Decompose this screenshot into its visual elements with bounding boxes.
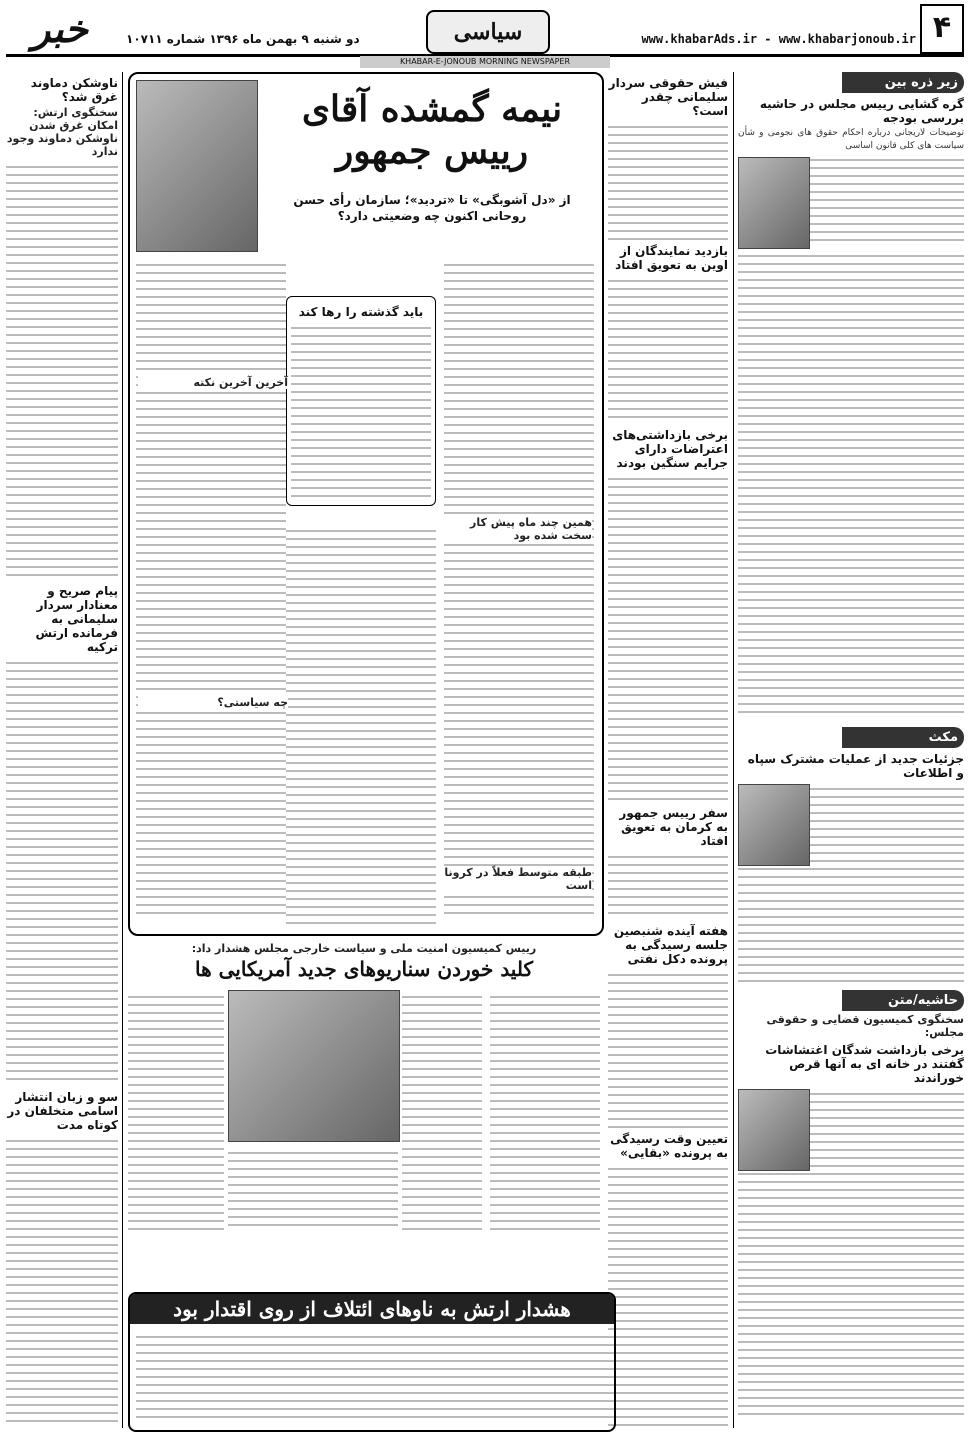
column-divider <box>733 72 734 1428</box>
main-subhead-c: آخرین آخرین نکته <box>138 376 288 389</box>
text-block <box>6 160 118 580</box>
text-block <box>608 274 728 424</box>
rouhani-photo <box>136 80 258 252</box>
headline-violators: سو و زبان انتشار اسامی متخلفان در کوتاه مدت <box>7 1090 118 1132</box>
page-number: ۴ <box>920 4 964 54</box>
headline-detainees: برخی بازداشتی‌های اعتراضات دارای جرایم سنگین بودند <box>612 428 728 470</box>
box3-kicker: سخنگوی کمیسیون قضایی و حقوقی مجلس: <box>766 1013 964 1039</box>
main-text-col-2 <box>286 524 436 924</box>
minister-photo <box>738 784 810 866</box>
main-subhead-b: طبقه متوسط فعلاً در کرونا است <box>442 866 592 892</box>
second-text-col <box>490 990 600 1230</box>
main-lead: از «دل آشوبگی» تا «تردید»؛ سازمان رأی حسن روحانی اکنون چه وضعیتی دارد؟ <box>293 193 571 223</box>
headline-soleimani-turkey: پیام صریح و معنادار سردار سلیمانی به فرمانده ارتش ترکیه <box>35 584 118 654</box>
box-label-margin: حاشیه/متن <box>842 990 964 1011</box>
larijani-photo <box>738 157 810 249</box>
boroujerdi-photo <box>228 990 400 1142</box>
subhead-damavand: سخنگوی ارتش: امکان غرق شدن ناوشکن دماوند وجود ندارد <box>6 106 118 158</box>
headline-soleimani-salary: فیش حقوقی سردار سلیمانی چقدر است؟ <box>608 76 728 118</box>
news-column <box>608 72 728 1428</box>
box1-headline: گره گشایی رییس مجلس در حاشیه بررسی بودجه <box>759 97 964 125</box>
main-headline: نیمه گمشده آقای رییس جمهور <box>301 88 563 172</box>
headline-damavand: ناوشکن دماوند غرق شد؟ <box>30 76 118 104</box>
text-block <box>608 1162 728 1428</box>
bottom-headline: هشدار ارتش به ناوهای ائتلاف از روی اقتدار بود <box>130 1294 614 1324</box>
text-block <box>6 656 118 1086</box>
bottom-text <box>136 1330 608 1424</box>
main-text-col-3 <box>136 258 286 918</box>
right-column <box>738 72 964 1428</box>
logo: خبر <box>32 6 88 51</box>
second-kicker: رییس کمیسیون امنیت ملی و سیاست خارجی مجلس هشدار داد: <box>191 942 537 955</box>
headline-evin-visit: بازدید نمایندگان از اوین به تعویق افتاد <box>615 244 728 272</box>
second-text-col <box>402 990 482 1230</box>
main-story <box>128 72 604 936</box>
newspaper-subbar: KHABAR-E-JONOUB MORNING NEWSPAPER <box>360 56 610 68</box>
left-column <box>6 72 118 1428</box>
text-block <box>608 120 728 240</box>
main-sidebox <box>286 296 436 506</box>
mp-photo <box>738 1089 810 1171</box>
sidebox-title: باید گذشته را رها کند <box>298 305 424 319</box>
headline-oil-rig: هفته آینده شنبصین جلسه رسیدگی به پرونده دکل نفتی <box>613 924 728 966</box>
issue-date: دو شنبه ۹ بهمن ماه ۱۳۹۶ شماره ۱۰۷۱۱ <box>126 32 360 46</box>
main-text-col-1 <box>444 258 594 918</box>
text-block <box>6 1134 118 1428</box>
headline-president-trip: سفر رییس جمهور به کرمان به تعویق افتاد <box>619 806 728 848</box>
box1-lead: توضیحات لاریجانی درباره احکام حقوق های نجومی و شأن سیاست های کلی قانون اساسی <box>738 128 964 151</box>
box3-headline: برخی بازداشت شدگان اغتشاشات گفتند در خانه ای به آنها قرص خوراندند <box>765 1043 964 1085</box>
second-headline: کلید خوردن سناریوهای جدید آمریکایی ها <box>195 957 533 981</box>
main-subhead-a: همین چند ماه پیش کار سخت شده بود <box>442 516 592 542</box>
box2-headline: جزئیات جدید از عملیات مشترک سپاه و اطلاعات <box>747 752 964 780</box>
text-block <box>608 472 728 802</box>
section-title: سیاسی <box>426 10 550 54</box>
text-block <box>608 968 728 1128</box>
second-text-col <box>228 1146 398 1230</box>
headline-baghaei: تعیین وقت رسیدگی به پرونده «بقایی» <box>610 1132 728 1160</box>
site-url[interactable]: www.khabarAds.ir - www.khabarjonoub.ir <box>641 32 916 46</box>
box-label-pause: مکث <box>842 727 964 748</box>
column-divider <box>122 72 123 1428</box>
text-block <box>608 850 728 920</box>
second-story <box>128 940 600 1240</box>
main-subhead-d: چه سیاستی؟ <box>138 696 288 709</box>
box1-body <box>738 249 964 719</box>
box-label-magnifier: زیر ذره بین <box>842 72 964 93</box>
second-text-col <box>128 990 224 1230</box>
masthead <box>6 4 964 57</box>
sidebox-text <box>291 321 431 501</box>
bottom-story <box>128 1292 616 1432</box>
